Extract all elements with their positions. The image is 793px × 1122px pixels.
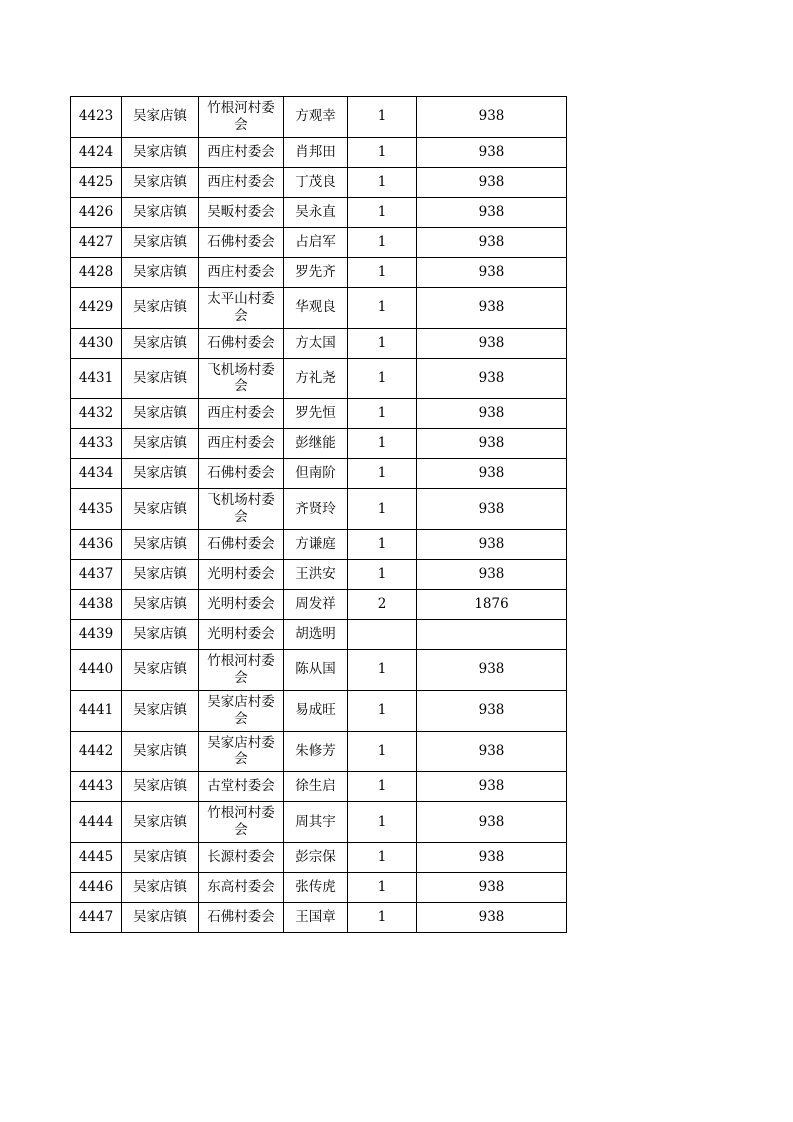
cell-village: 东高村委会 bbox=[199, 873, 284, 903]
cell-village: 西庄村委会 bbox=[199, 167, 284, 197]
cell-index: 4441 bbox=[71, 690, 122, 731]
cell-village: 西庄村委会 bbox=[199, 399, 284, 429]
cell-village: 长源村委会 bbox=[199, 843, 284, 873]
cell-count: 1 bbox=[348, 731, 417, 772]
cell-amount: 938 bbox=[417, 429, 567, 459]
cell-town: 吴家店镇 bbox=[122, 560, 199, 590]
table-row bbox=[71, 399, 567, 429]
table-row bbox=[71, 802, 567, 843]
table-row bbox=[71, 197, 567, 227]
table-row bbox=[71, 530, 567, 560]
cell-index: 4424 bbox=[71, 137, 122, 167]
subsidy-table bbox=[70, 96, 567, 933]
cell-amount: 938 bbox=[417, 560, 567, 590]
cell-amount: 938 bbox=[417, 731, 567, 772]
cell-name: 方礼尧 bbox=[284, 358, 348, 399]
cell-village: 古堂村委会 bbox=[199, 772, 284, 802]
cell-amount: 1876 bbox=[417, 590, 567, 620]
cell-count: 1 bbox=[348, 530, 417, 560]
cell-name: 齐贤玲 bbox=[284, 489, 348, 530]
cell-count: 1 bbox=[348, 873, 417, 903]
table-row bbox=[71, 620, 567, 650]
cell-name: 但南阶 bbox=[284, 459, 348, 489]
cell-amount: 938 bbox=[417, 873, 567, 903]
cell-count: 1 bbox=[348, 257, 417, 287]
cell-index: 4445 bbox=[71, 843, 122, 873]
cell-index: 4434 bbox=[71, 459, 122, 489]
cell-count: 1 bbox=[348, 690, 417, 731]
table-row bbox=[71, 772, 567, 802]
cell-village: 石佛村委会 bbox=[199, 227, 284, 257]
cell-town: 吴家店镇 bbox=[122, 459, 199, 489]
cell-amount: 938 bbox=[417, 358, 567, 399]
cell-village: 竹根河村委会 bbox=[199, 802, 284, 843]
cell-amount: 938 bbox=[417, 257, 567, 287]
cell-name: 肖邦田 bbox=[284, 137, 348, 167]
table-row bbox=[71, 167, 567, 197]
cell-village: 吴家店村委会 bbox=[199, 731, 284, 772]
cell-name: 华观良 bbox=[284, 287, 348, 328]
cell-village: 飞机场村委会 bbox=[199, 489, 284, 530]
cell-town: 吴家店镇 bbox=[122, 97, 199, 138]
cell-name: 陈从国 bbox=[284, 650, 348, 691]
cell-count: 1 bbox=[348, 650, 417, 691]
cell-index: 4438 bbox=[71, 590, 122, 620]
cell-village: 吴家店村委会 bbox=[199, 690, 284, 731]
table-row bbox=[71, 97, 567, 138]
cell-village: 西庄村委会 bbox=[199, 429, 284, 459]
cell-amount: 938 bbox=[417, 530, 567, 560]
cell-count: 1 bbox=[348, 167, 417, 197]
cell-village: 石佛村委会 bbox=[199, 328, 284, 358]
cell-village: 光明村委会 bbox=[199, 560, 284, 590]
cell-village: 石佛村委会 bbox=[199, 903, 284, 933]
cell-index: 4428 bbox=[71, 257, 122, 287]
table-row bbox=[71, 650, 567, 691]
cell-amount: 938 bbox=[417, 167, 567, 197]
cell-town: 吴家店镇 bbox=[122, 399, 199, 429]
cell-count: 1 bbox=[348, 328, 417, 358]
cell-amount: 938 bbox=[417, 459, 567, 489]
table-row bbox=[71, 358, 567, 399]
cell-index: 4437 bbox=[71, 560, 122, 590]
cell-count bbox=[348, 620, 417, 650]
cell-count: 1 bbox=[348, 227, 417, 257]
cell-amount: 938 bbox=[417, 328, 567, 358]
cell-town: 吴家店镇 bbox=[122, 530, 199, 560]
table-row bbox=[71, 287, 567, 328]
cell-town: 吴家店镇 bbox=[122, 843, 199, 873]
table-row bbox=[71, 257, 567, 287]
cell-town: 吴家店镇 bbox=[122, 903, 199, 933]
cell-name: 丁茂良 bbox=[284, 167, 348, 197]
cell-amount: 938 bbox=[417, 97, 567, 138]
cell-amount: 938 bbox=[417, 903, 567, 933]
cell-town: 吴家店镇 bbox=[122, 590, 199, 620]
cell-count: 1 bbox=[348, 459, 417, 489]
table-row bbox=[71, 459, 567, 489]
cell-town: 吴家店镇 bbox=[122, 257, 199, 287]
cell-town: 吴家店镇 bbox=[122, 489, 199, 530]
cell-count: 1 bbox=[348, 903, 417, 933]
cell-town: 吴家店镇 bbox=[122, 650, 199, 691]
cell-town: 吴家店镇 bbox=[122, 690, 199, 731]
cell-amount: 938 bbox=[417, 197, 567, 227]
cell-count: 1 bbox=[348, 399, 417, 429]
table-row bbox=[71, 873, 567, 903]
table-row bbox=[71, 429, 567, 459]
cell-index: 4423 bbox=[71, 97, 122, 138]
table-row bbox=[71, 843, 567, 873]
cell-name: 彭继能 bbox=[284, 429, 348, 459]
cell-town: 吴家店镇 bbox=[122, 772, 199, 802]
cell-name: 方观幸 bbox=[284, 97, 348, 138]
cell-village: 光明村委会 bbox=[199, 590, 284, 620]
cell-town: 吴家店镇 bbox=[122, 802, 199, 843]
cell-index: 4439 bbox=[71, 620, 122, 650]
cell-town: 吴家店镇 bbox=[122, 197, 199, 227]
cell-village: 西庄村委会 bbox=[199, 257, 284, 287]
cell-town: 吴家店镇 bbox=[122, 167, 199, 197]
cell-village: 西庄村委会 bbox=[199, 137, 284, 167]
cell-amount: 938 bbox=[417, 802, 567, 843]
cell-index: 4430 bbox=[71, 328, 122, 358]
cell-count: 1 bbox=[348, 489, 417, 530]
cell-village: 竹根河村委会 bbox=[199, 97, 284, 138]
table-row bbox=[71, 137, 567, 167]
cell-amount: 938 bbox=[417, 650, 567, 691]
cell-index: 4440 bbox=[71, 650, 122, 691]
cell-index: 4446 bbox=[71, 873, 122, 903]
cell-count: 1 bbox=[348, 97, 417, 138]
cell-count: 1 bbox=[348, 843, 417, 873]
cell-index: 4432 bbox=[71, 399, 122, 429]
cell-town: 吴家店镇 bbox=[122, 328, 199, 358]
table-row bbox=[71, 560, 567, 590]
cell-amount: 938 bbox=[417, 489, 567, 530]
cell-count: 1 bbox=[348, 137, 417, 167]
cell-amount: 938 bbox=[417, 287, 567, 328]
cell-name: 占启军 bbox=[284, 227, 348, 257]
cell-count: 1 bbox=[348, 560, 417, 590]
cell-index: 4433 bbox=[71, 429, 122, 459]
cell-village: 飞机场村委会 bbox=[199, 358, 284, 399]
cell-index: 4436 bbox=[71, 530, 122, 560]
cell-name: 胡选明 bbox=[284, 620, 348, 650]
cell-index: 4431 bbox=[71, 358, 122, 399]
cell-name: 方太国 bbox=[284, 328, 348, 358]
cell-name: 方谦庭 bbox=[284, 530, 348, 560]
cell-name: 王国章 bbox=[284, 903, 348, 933]
cell-amount: 938 bbox=[417, 137, 567, 167]
cell-name: 吴永直 bbox=[284, 197, 348, 227]
cell-village: 竹根河村委会 bbox=[199, 650, 284, 691]
cell-count: 2 bbox=[348, 590, 417, 620]
cell-name: 徐生启 bbox=[284, 772, 348, 802]
cell-town: 吴家店镇 bbox=[122, 227, 199, 257]
cell-count: 1 bbox=[348, 802, 417, 843]
cell-village: 太平山村委会 bbox=[199, 287, 284, 328]
table-row bbox=[71, 489, 567, 530]
cell-amount: 938 bbox=[417, 843, 567, 873]
cell-index: 4435 bbox=[71, 489, 122, 530]
table-row bbox=[71, 903, 567, 933]
table-row bbox=[71, 690, 567, 731]
cell-index: 4427 bbox=[71, 227, 122, 257]
cell-village: 光明村委会 bbox=[199, 620, 284, 650]
table-row bbox=[71, 227, 567, 257]
cell-name: 彭宗保 bbox=[284, 843, 348, 873]
cell-town: 吴家店镇 bbox=[122, 620, 199, 650]
cell-index: 4444 bbox=[71, 802, 122, 843]
cell-village: 石佛村委会 bbox=[199, 530, 284, 560]
cell-index: 4442 bbox=[71, 731, 122, 772]
cell-town: 吴家店镇 bbox=[122, 137, 199, 167]
cell-town: 吴家店镇 bbox=[122, 731, 199, 772]
cell-name: 罗先恒 bbox=[284, 399, 348, 429]
cell-village: 吴畈村委会 bbox=[199, 197, 284, 227]
table-row bbox=[71, 590, 567, 620]
cell-name: 易成旺 bbox=[284, 690, 348, 731]
cell-count: 1 bbox=[348, 197, 417, 227]
cell-index: 4425 bbox=[71, 167, 122, 197]
cell-count: 1 bbox=[348, 772, 417, 802]
cell-name: 张传虎 bbox=[284, 873, 348, 903]
cell-name: 周发祥 bbox=[284, 590, 348, 620]
cell-name: 罗先齐 bbox=[284, 257, 348, 287]
cell-index: 4443 bbox=[71, 772, 122, 802]
cell-index: 4426 bbox=[71, 197, 122, 227]
cell-name: 王洪安 bbox=[284, 560, 348, 590]
cell-index: 4429 bbox=[71, 287, 122, 328]
cell-amount bbox=[417, 620, 567, 650]
cell-amount: 938 bbox=[417, 690, 567, 731]
cell-count: 1 bbox=[348, 287, 417, 328]
table-body bbox=[71, 97, 567, 933]
cell-town: 吴家店镇 bbox=[122, 429, 199, 459]
cell-count: 1 bbox=[348, 358, 417, 399]
table-row bbox=[71, 731, 567, 772]
cell-village: 石佛村委会 bbox=[199, 459, 284, 489]
cell-amount: 938 bbox=[417, 772, 567, 802]
table-row bbox=[71, 328, 567, 358]
cell-index: 4447 bbox=[71, 903, 122, 933]
cell-town: 吴家店镇 bbox=[122, 873, 199, 903]
cell-town: 吴家店镇 bbox=[122, 287, 199, 328]
cell-name: 朱修芳 bbox=[284, 731, 348, 772]
cell-count: 1 bbox=[348, 429, 417, 459]
cell-amount: 938 bbox=[417, 227, 567, 257]
cell-town: 吴家店镇 bbox=[122, 358, 199, 399]
cell-amount: 938 bbox=[417, 399, 567, 429]
table-container bbox=[70, 96, 566, 933]
cell-name: 周其宇 bbox=[284, 802, 348, 843]
